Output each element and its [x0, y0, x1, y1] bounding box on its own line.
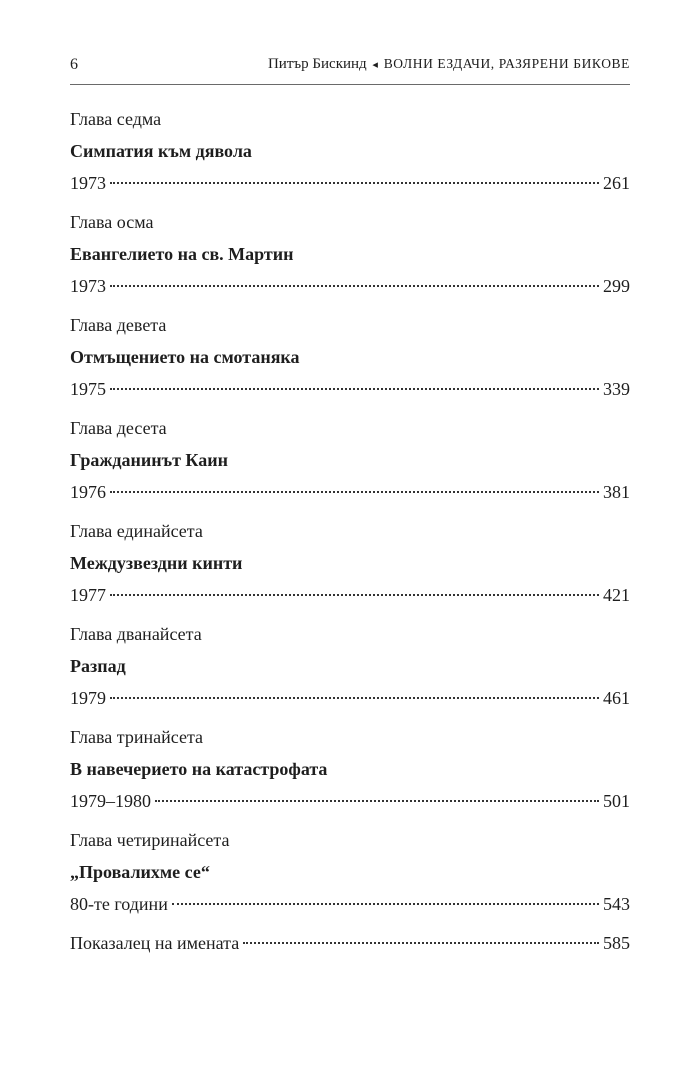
toc-entry[interactable] — [70, 309, 630, 405]
chapter-page-number: 261 — [603, 173, 630, 193]
chapter-page-number: 501 — [603, 791, 630, 811]
dot-leader — [110, 285, 599, 287]
chapter-years: 1977 — [70, 585, 106, 605]
dot-leader — [110, 491, 599, 493]
toc-entry[interactable] — [70, 103, 630, 199]
toc-entry[interactable] — [70, 412, 630, 508]
running-header — [70, 50, 630, 85]
chapter-label: Глава десета — [70, 418, 167, 438]
chapter-page-number: 381 — [603, 482, 630, 502]
toc-entry[interactable] — [70, 618, 630, 714]
dot-leader — [172, 903, 599, 905]
chapter-title: Гражданинът Каин — [70, 450, 228, 470]
chapter-page-number: 421 — [603, 585, 630, 605]
page-number: 6 — [70, 56, 78, 73]
chapter-years: 1979–1980 — [70, 791, 151, 811]
book-title: ВОЛНИ ЕЗДАЧИ, РАЗЯРЕНИ БИКОВЕ — [383, 56, 630, 71]
dot-leader — [110, 182, 599, 184]
table-of-contents — [70, 103, 630, 966]
chapter-title: Междузвездни кинти — [70, 553, 243, 573]
chapter-page-number: 461 — [603, 688, 630, 708]
chapter-page-line — [70, 373, 630, 405]
chapter-page-line — [70, 785, 630, 817]
chapter-page-number: 299 — [603, 276, 630, 296]
index-page-number: 585 — [603, 933, 630, 953]
chapter-label: Глава дванайсета — [70, 624, 202, 644]
chapter-title: Разпад — [70, 656, 126, 676]
chapter-label: Глава тринайсета — [70, 727, 204, 747]
triangle-marker-icon: ◂ — [372, 59, 378, 71]
index-title: Показалец на имената — [70, 933, 240, 953]
chapter-page-number: 339 — [603, 379, 630, 399]
chapter-years: 1979 — [70, 688, 106, 708]
chapter-title: Евангелието на св. Мартин — [70, 244, 294, 264]
chapter-page-line — [70, 167, 630, 199]
toc-entry[interactable] — [70, 721, 630, 817]
chapter-label: Глава седма — [70, 109, 162, 129]
chapter-years: 1973 — [70, 276, 106, 296]
dot-leader — [110, 697, 599, 699]
chapter-page-line — [70, 888, 630, 920]
chapter-years: 1973 — [70, 173, 106, 193]
chapter-years: 1976 — [70, 482, 106, 502]
chapter-page-line — [70, 682, 630, 714]
chapter-title: Отмъщението на смотаняка — [70, 347, 300, 367]
index-page-line — [70, 927, 630, 959]
chapter-title: В навечерието на катастрофата — [70, 759, 328, 779]
toc-index-entry[interactable] — [70, 927, 630, 959]
chapter-label: Глава четиринайсета — [70, 830, 230, 850]
toc-entry[interactable] — [70, 206, 630, 302]
running-head — [268, 56, 630, 73]
chapter-label: Глава единайсета — [70, 521, 203, 541]
dot-leader — [243, 942, 599, 944]
chapter-label: Глава осма — [70, 212, 154, 232]
author-name: Питър Бискинд — [267, 56, 367, 72]
chapter-years: 1975 — [70, 379, 106, 399]
chapter-page-line — [70, 579, 630, 611]
dot-leader — [110, 594, 599, 596]
chapter-page-line — [70, 476, 630, 508]
toc-entry[interactable] — [70, 515, 630, 611]
dot-leader — [110, 388, 599, 390]
chapter-page-number: 543 — [603, 894, 630, 914]
chapter-label: Глава девета — [70, 315, 167, 335]
chapter-title: „Провалихме се“ — [70, 862, 210, 882]
chapter-years: 80-те години — [70, 894, 168, 914]
toc-entry[interactable] — [70, 824, 630, 920]
chapter-title: Симпатия към дявола — [70, 141, 252, 161]
chapter-page-line — [70, 270, 630, 302]
dot-leader — [155, 800, 599, 802]
